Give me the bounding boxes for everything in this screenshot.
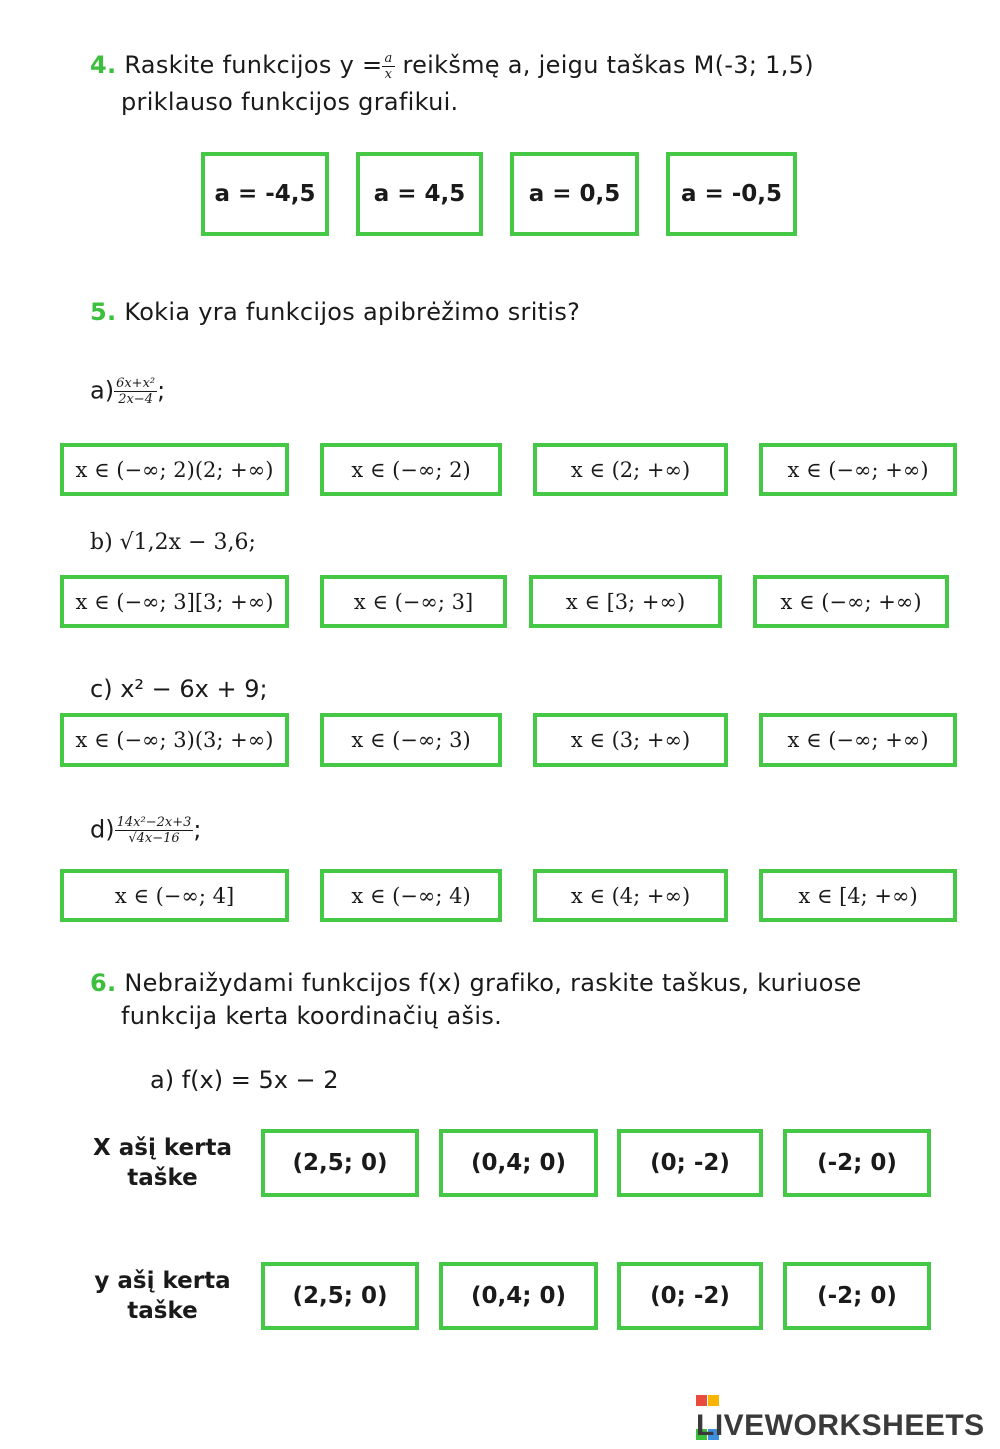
q4-option-1[interactable]: a = -4,5: [201, 152, 329, 236]
y-axis-label: [80, 1266, 245, 1326]
q6-y-option-2[interactable]: (0,4; 0): [439, 1262, 598, 1330]
q5b-option-1[interactable]: x ∈ (−∞; 3][3; +∞): [60, 575, 289, 628]
q4-text-after: reikšmę a, jeigu taškas M(-3; 1,5): [394, 51, 814, 79]
q5-text: Kokia yra funkcijos apibrėžimo sritis?: [124, 298, 581, 326]
x-axis-label: [80, 1133, 245, 1193]
q6-y-option-3[interactable]: (0; -2): [617, 1262, 763, 1330]
q5c-option-3[interactable]: x ∈ (3; +∞): [533, 713, 728, 767]
y-axis-label-line1: y ašį kerta: [94, 1268, 231, 1294]
q4-prompt: [90, 47, 814, 83]
q5c-option-2[interactable]: x ∈ (−∞; 3): [320, 713, 502, 767]
q5b-option-3[interactable]: x ∈ [3; +∞): [529, 575, 722, 628]
q6-number: 6.: [90, 969, 117, 997]
q5d-prefix: d): [90, 815, 115, 844]
q5d-option-1[interactable]: x ∈ (−∞; 4]: [60, 869, 289, 922]
q5d-option-4[interactable]: x ∈ [4; +∞): [759, 869, 957, 922]
q6-y-option-4[interactable]: (-2; 0): [783, 1262, 931, 1330]
q5b-option-4[interactable]: x ∈ (−∞; +∞): [753, 575, 949, 628]
logo-text: LIVEWORKSHEETS: [696, 1409, 985, 1442]
q5-number: 5.: [90, 298, 117, 326]
q5a-fraction: [114, 376, 157, 407]
q6-x-option-2[interactable]: (0,4; 0): [439, 1129, 598, 1197]
q4-text-before: Raskite funkcijos y =: [124, 51, 383, 79]
q5c-option-1[interactable]: x ∈ (−∞; 3)(3; +∞): [60, 713, 289, 767]
q6-prompt-line2: funkcija kerta koordinačių ašis.: [121, 1002, 503, 1030]
q5b-label: b) √1,2x − 3,6;: [90, 530, 256, 555]
q5d-suffix: ;: [193, 815, 202, 844]
q5a-option-1[interactable]: x ∈ (−∞; 2)(2; +∞): [60, 443, 289, 496]
q5a-suffix: ;: [157, 376, 166, 405]
q5a-option-2[interactable]: x ∈ (−∞; 2): [320, 443, 502, 496]
q5c-option-4[interactable]: x ∈ (−∞; +∞): [759, 713, 957, 767]
q6-y-option-1[interactable]: (2,5; 0): [261, 1262, 419, 1330]
q5a-frac-den: 2x−4: [118, 392, 153, 407]
q5c-label: c) x² − 6x + 9;: [90, 675, 268, 703]
q5-prompt: [90, 294, 580, 330]
x-axis-label-line2: taške: [127, 1165, 198, 1191]
q5d-label: [90, 815, 201, 846]
q4-option-4[interactable]: a = -0,5: [666, 152, 797, 236]
q6-x-option-4[interactable]: (-2; 0): [783, 1129, 931, 1197]
liveworksheets-mark-icon: [696, 1381, 720, 1405]
q5d-option-2[interactable]: x ∈ (−∞; 4): [320, 869, 502, 922]
q4-prompt-line2: priklauso funkcijos grafikui.: [121, 88, 459, 116]
q6-x-option-1[interactable]: (2,5; 0): [261, 1129, 419, 1197]
q5a-frac-num: 6x+x²: [116, 376, 156, 391]
q4-option-2[interactable]: a = 4,5: [356, 152, 483, 236]
x-axis-label-line1: X ašį kerta: [93, 1135, 232, 1161]
q4-frac-den: x: [384, 66, 393, 82]
q6-x-option-3[interactable]: (0; -2): [617, 1129, 763, 1197]
q5a-prefix: a): [90, 376, 115, 405]
liveworksheets-logo: [696, 1375, 1000, 1443]
q5a-option-4[interactable]: x ∈ (−∞; +∞): [759, 443, 957, 496]
q4-fraction: [382, 51, 394, 82]
q5a-label: [90, 376, 165, 407]
q5d-fraction: [115, 815, 194, 846]
q6-prompt: [90, 965, 862, 1001]
q6a-label: a) f(x) = 5x − 2: [150, 1066, 339, 1094]
q5a-option-3[interactable]: x ∈ (2; +∞): [533, 443, 728, 496]
q5d-option-3[interactable]: x ∈ (4; +∞): [533, 869, 728, 922]
q4-number: 4.: [90, 51, 117, 79]
q5b-option-2[interactable]: x ∈ (−∞; 3]: [320, 575, 507, 628]
q6-line1: Nebraižydami funkcijos f(x) grafiko, raskite taškus, kuriuose: [124, 969, 862, 997]
q4-option-3[interactable]: a = 0,5: [510, 152, 639, 236]
q5d-frac-den: √4x−16: [128, 831, 180, 846]
q4-frac-num: a: [384, 50, 393, 66]
q5d-frac-num: 14x²−2x+3: [116, 815, 192, 830]
y-axis-label-line2: taške: [127, 1298, 198, 1324]
